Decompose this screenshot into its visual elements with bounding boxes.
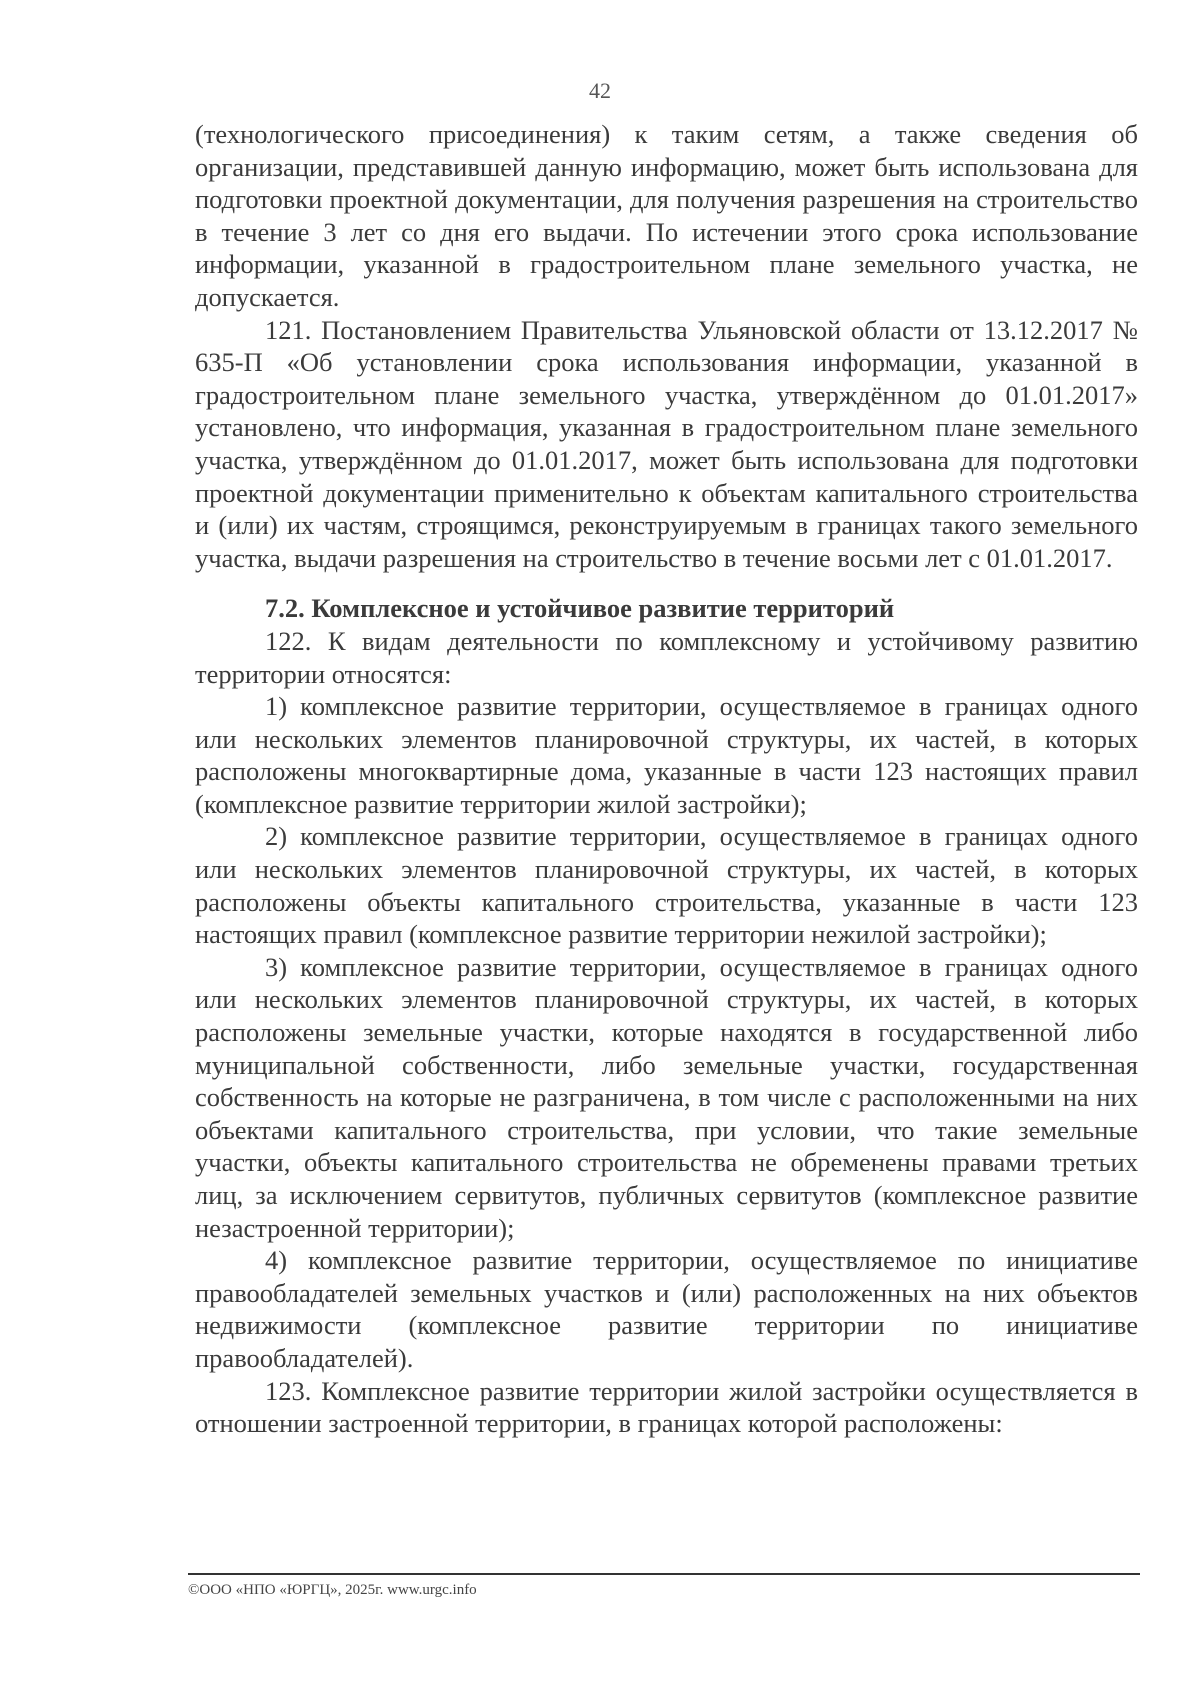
paragraph-121: 121. Постановлением Правительства Ульяновской области от 13.12.2017 № 635-П «Об установлении срока использования информации, указанной в градостроительном плане земельного участка, утверждённом до 01.01.2017» установлено, что информация, указанная в градостроительном плане земельного участка, утверждённом до 01.01.2017, может быть использована для подготовки проектной документации применительно к объектам капитального строительства и (или) их частям, строящимся, реконструируемым в границах такого земельного участка, выдачи разрешения на строительство в течение восьми лет с 01.01.2017. (195, 314, 1138, 573)
document-body (195, 118, 1138, 1440)
paragraph-123: 123. Комплексное развитие территории жилой застройки осуществляется в отношении застроенной территории, в границах которой расположены: (195, 1375, 1138, 1439)
list-item-4: 4) комплексное развитие территории, осуществляемое по инициативе правообладателей земельных участков и (или) расположенных на них объектов недвижимости (комплексное развитие территории по инициативе правообладателей). (195, 1245, 1138, 1373)
list-item-3: 3) комплексное развитие территории, осуществляемое в границах одного или нескольких элементов планировочной структуры, их частей, в которых расположены земельные участки, которые находятся в государственной либо муниципальной собственности, либо земельные участки, государственная собственность на которые не разграничена, в том числе с расположенными на них объектами капитального строительства, при условии, что такие земельные участки, объекты капитального строительства не обременены правами третьих лиц, за исключением сервитутов, публичных сервитутов (комплексное развитие незастроенной территории); (195, 951, 1138, 1243)
paragraph-122: 122. К видам деятельности по комплексному и устойчивому развитию территории относятся: (195, 625, 1138, 689)
footer-divider (188, 1573, 1140, 1575)
footer-copyright: ©ООО «НПО «ЮРГЦ», 2025г. www.urgc.info (188, 1582, 477, 1598)
list-item-1: 1) комплексное развитие территории, осуществляемое в границах одного или нескольких элементов планировочной структуры, их частей, в которых расположены многоквартирные дома, указанные в части 123 настоящих правил (комплексное развитие территории жилой застройки); (195, 691, 1138, 819)
list-item-2: 2) комплексное развитие территории, осуществляемое в границах одного или нескольких элементов планировочной структуры, их частей, в которых расположены объекты капитального строительства, указанные в части 123 настоящих правил (комплексное развитие территории нежилой застройки); (195, 821, 1138, 950)
page-number: 42 (589, 78, 611, 103)
paragraph-continuation: (технологического присоединения) к таким сетям, а также сведения об организации, представившей данную информацию, может быть использована для подготовки проектной документации, для получения разрешения на строительство в течение 3 лет со дня его выдачи. По истечении этого срока использование информации, указанной в градостроительном плане земельного участка, не допускается. (195, 119, 1138, 312)
section-heading-7-2: 7.2. Комплексное и устойчивое развитие территорий (265, 593, 895, 624)
